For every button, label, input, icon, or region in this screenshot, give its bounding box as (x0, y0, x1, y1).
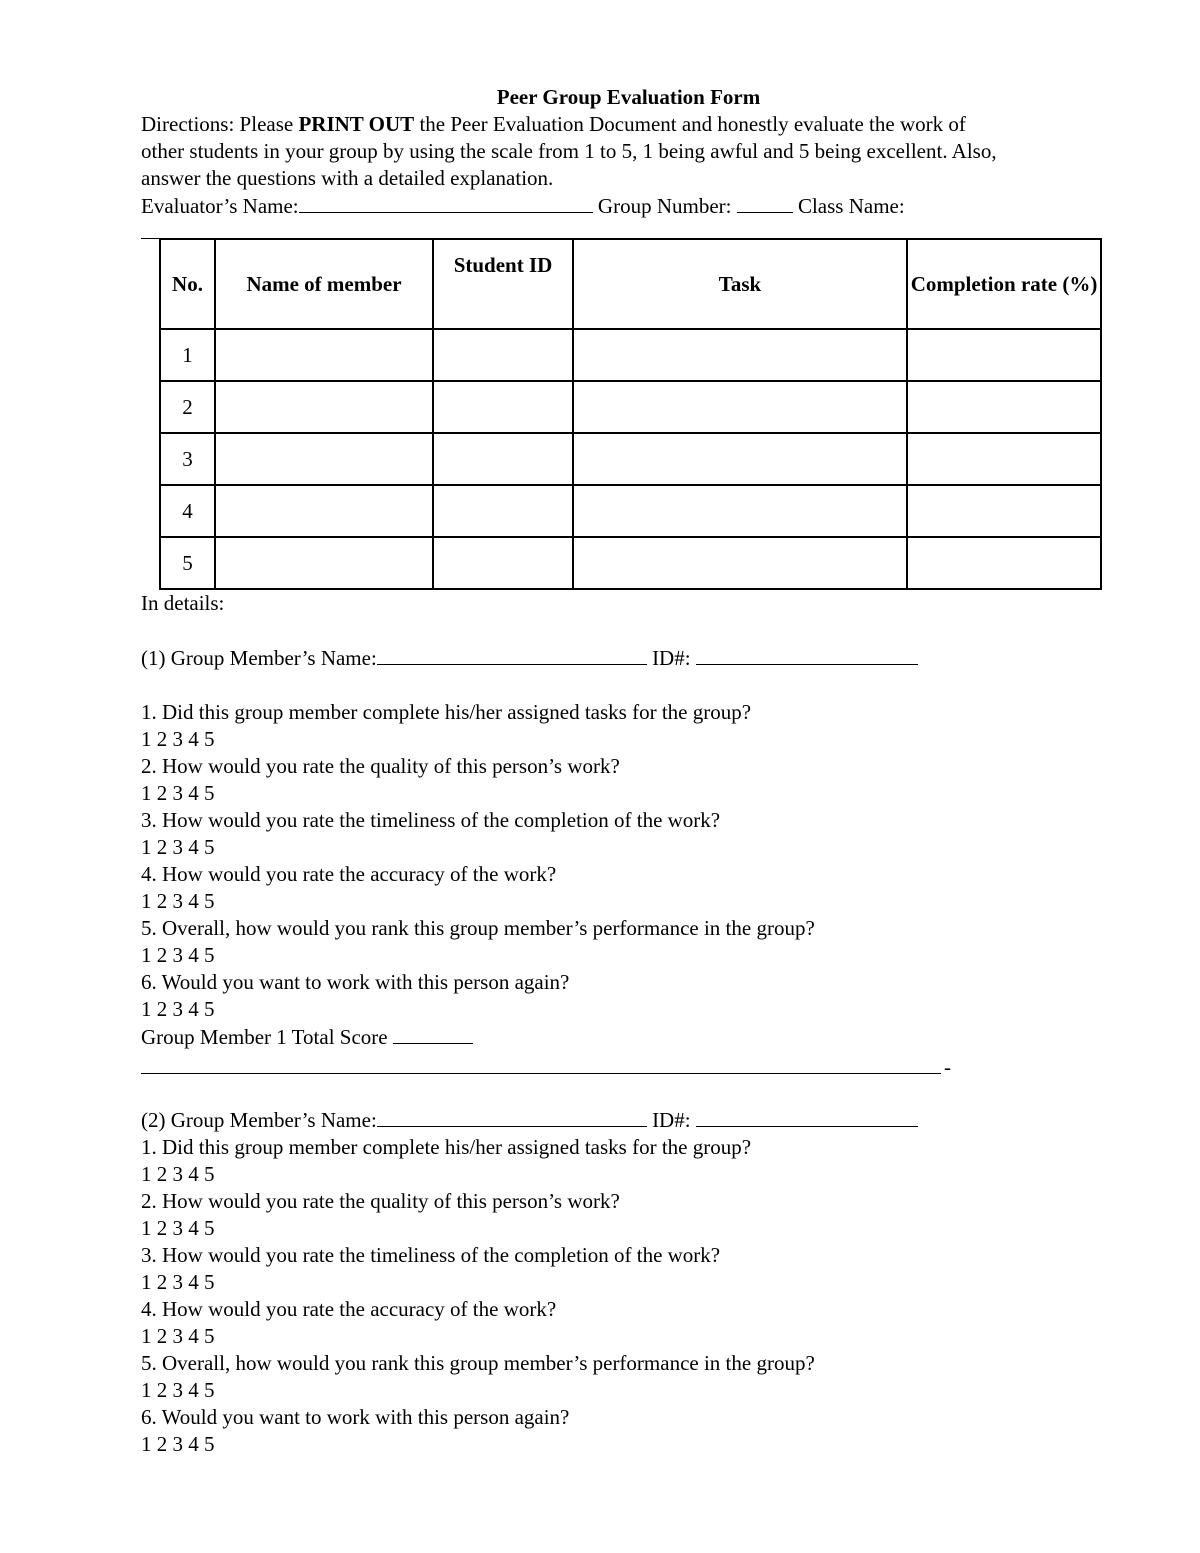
cell-name[interactable] (215, 433, 433, 485)
question: 3. How would you rate the timeliness of the completion of the work? (141, 1243, 721, 1267)
separator-dash: - (944, 1055, 951, 1079)
rating-scale[interactable]: 1 2 3 4 5 (141, 1324, 215, 1348)
cell-task[interactable] (573, 537, 907, 589)
evaluation-form (141, 84, 1111, 1458)
evaluator-line (141, 192, 1111, 220)
table-header-row (160, 239, 1101, 329)
rating-scale[interactable]: 1 2 3 4 5 (141, 781, 215, 805)
cell-completion[interactable] (907, 485, 1101, 537)
cell-completion[interactable] (907, 329, 1101, 381)
member-name-field[interactable] (377, 644, 647, 665)
directions-rest: the Peer Evaluation Document and honestly evaluate the work of (414, 112, 966, 136)
question: 4. How would you rate the accuracy of the work? (141, 1297, 557, 1321)
group-number-label: Group Number: (597, 194, 732, 218)
cell-completion[interactable] (907, 381, 1101, 433)
directions-prefix: Directions: Please (141, 112, 299, 136)
member-heading (141, 644, 1111, 672)
cell-name[interactable] (215, 381, 433, 433)
row-number: 5 (160, 537, 215, 589)
table-row (160, 433, 1101, 485)
question: 4. How would you rate the accuracy of the work? (141, 862, 557, 886)
member-name-label: (2) Group Member’s Name: (141, 1108, 377, 1132)
rating-scale[interactable]: 1 2 3 4 5 (141, 1162, 215, 1186)
cell-name[interactable] (215, 329, 433, 381)
table-row (160, 329, 1101, 381)
section-separator (141, 1051, 951, 1079)
directions-line2: other students in your group by using the scale from 1 to 5, 1 being awful and 5 being excellent. Also, (141, 139, 997, 163)
directions-bold: PRINT OUT (298, 112, 415, 136)
member-heading (141, 1106, 1111, 1134)
cell-task[interactable] (573, 485, 907, 537)
question: 5. Overall, how would you rank this group member’s performance in the group? (141, 1351, 815, 1375)
in-details-label: In details: (141, 591, 225, 615)
cell-name[interactable] (215, 485, 433, 537)
rating-scale[interactable]: 1 2 3 4 5 (141, 1216, 215, 1240)
table-rule (141, 238, 159, 239)
cell-student-id[interactable] (433, 329, 573, 381)
question: 2. How would you rate the quality of this person’s work? (141, 1189, 620, 1213)
group-number-field[interactable] (737, 192, 793, 213)
table-row (160, 381, 1101, 433)
question: 2. How would you rate the quality of this person’s work? (141, 754, 620, 778)
cell-task[interactable] (573, 329, 907, 381)
total-score-line (141, 1023, 1111, 1051)
table-row (160, 537, 1101, 589)
header-name: Name of member (215, 239, 433, 329)
cell-completion[interactable] (907, 433, 1101, 485)
member-name-field[interactable] (377, 1106, 647, 1127)
member-id-label: ID#: (652, 646, 691, 670)
cell-student-id[interactable] (433, 537, 573, 589)
member-id-field[interactable] (696, 1106, 918, 1127)
member-section-1 (141, 644, 1111, 1079)
directions-line3: answer the questions with a detailed explanation. (141, 166, 554, 190)
evaluator-name-label: Evaluator’s Name: (141, 194, 299, 218)
question: 5. Overall, how would you rank this group member’s performance in the group? (141, 916, 815, 940)
row-number: 4 (160, 485, 215, 537)
total-score-field[interactable] (393, 1023, 473, 1044)
cell-student-id[interactable] (433, 381, 573, 433)
question: 1. Did this group member complete his/her assigned tasks for the group? (141, 1135, 752, 1159)
member-table-wrap (141, 238, 1111, 590)
header-no: No. (160, 239, 215, 329)
row-number: 1 (160, 329, 215, 381)
rating-scale[interactable]: 1 2 3 4 5 (141, 889, 215, 913)
header-student-id: Student ID (433, 239, 573, 329)
cell-name[interactable] (215, 537, 433, 589)
member-id-field[interactable] (696, 644, 918, 665)
question: 1. Did this group member complete his/her assigned tasks for the group? (141, 700, 752, 724)
header-completion: Completion rate (%) (907, 239, 1101, 329)
rating-scale[interactable]: 1 2 3 4 5 (141, 1432, 215, 1456)
row-number: 3 (160, 433, 215, 485)
cell-student-id[interactable] (433, 485, 573, 537)
rating-scale[interactable]: 1 2 3 4 5 (141, 943, 215, 967)
rating-scale[interactable]: 1 2 3 4 5 (141, 1270, 215, 1294)
table-row (160, 485, 1101, 537)
question: 3. How would you rate the timeliness of the completion of the work? (141, 808, 721, 832)
rating-scale[interactable]: 1 2 3 4 5 (141, 1378, 215, 1402)
question: 6. Would you want to work with this person again? (141, 1405, 570, 1429)
class-name-label: Class Name: (797, 194, 905, 218)
directions (141, 111, 1111, 192)
cell-completion[interactable] (907, 537, 1101, 589)
row-number: 2 (160, 381, 215, 433)
total-score-label: Group Member 1 Total Score (141, 1025, 388, 1049)
header-task: Task (573, 239, 907, 329)
cell-task[interactable] (573, 381, 907, 433)
rating-scale[interactable]: 1 2 3 4 5 (141, 835, 215, 859)
cell-student-id[interactable] (433, 433, 573, 485)
member-section-2 (141, 1106, 1111, 1458)
page-title: Peer Group Evaluation Form (496, 85, 761, 109)
member-name-label: (1) Group Member’s Name: (141, 646, 377, 670)
member-table (159, 238, 1102, 590)
cell-task[interactable] (573, 433, 907, 485)
rating-scale[interactable]: 1 2 3 4 5 (141, 727, 215, 751)
question: 6. Would you want to work with this person again? (141, 970, 570, 994)
rating-scale[interactable]: 1 2 3 4 5 (141, 997, 215, 1021)
member-id-label: ID#: (652, 1108, 691, 1132)
evaluator-name-field[interactable] (299, 192, 593, 213)
